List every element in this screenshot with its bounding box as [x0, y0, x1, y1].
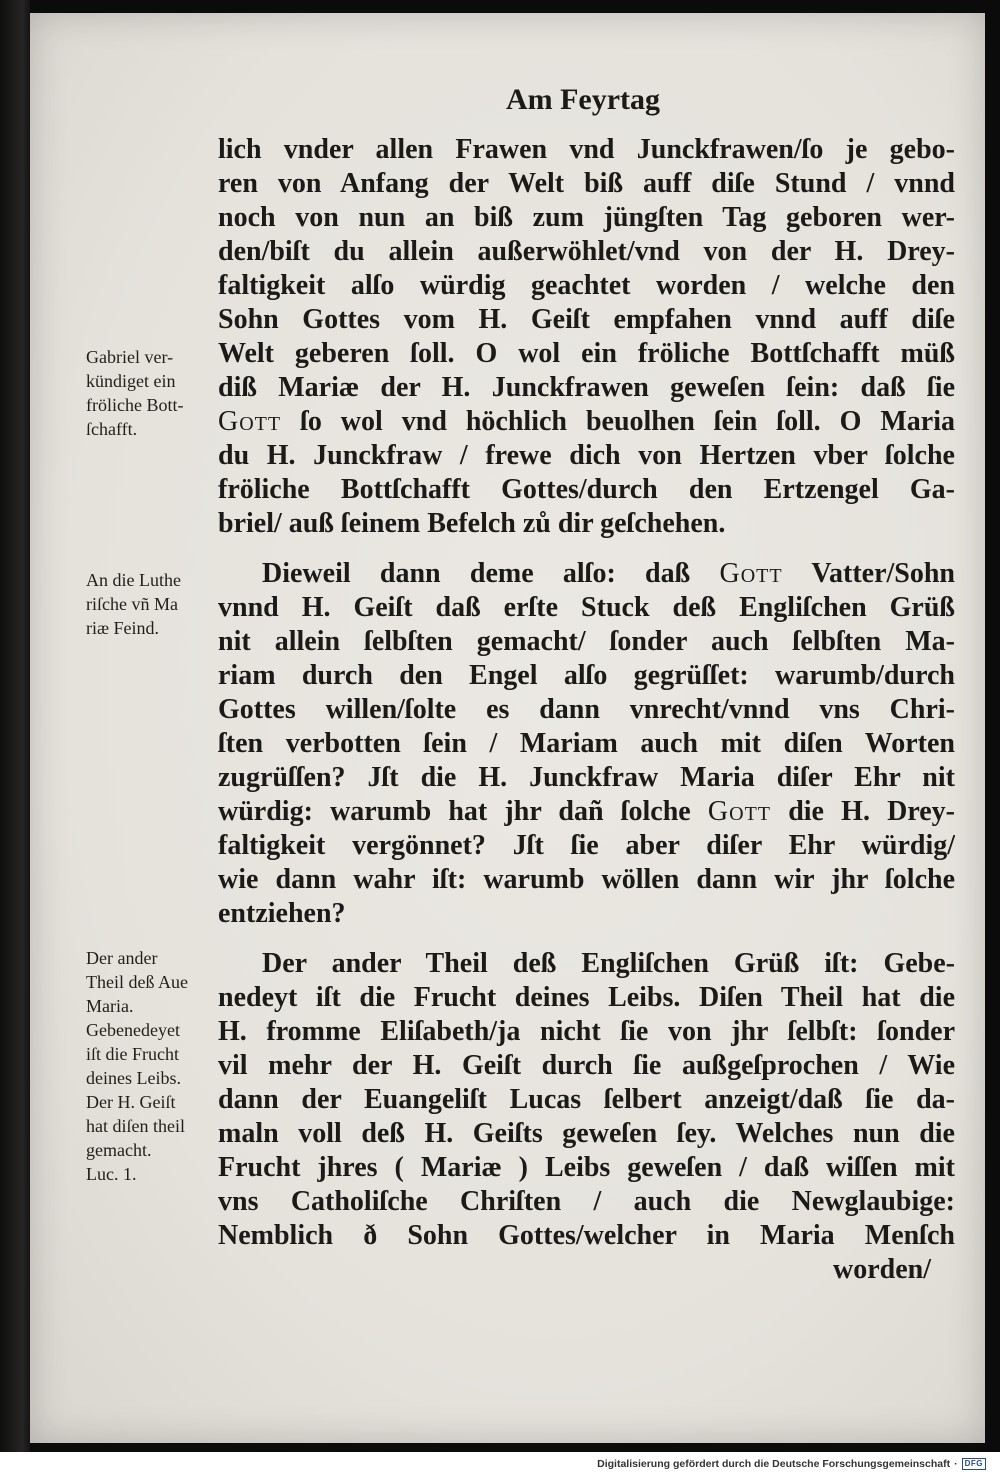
- marginal-note-line: Theil deß Aue: [86, 972, 188, 992]
- text-segment: die H. Drey-: [771, 796, 955, 827]
- text-line: Gottes willen/ſolte es dann vnrecht/vnnd vns Chri-: [218, 694, 955, 725]
- text-line: faltigkeit vergönnet? Jſt ſie aber diſer Ehr würdig/: [218, 830, 955, 861]
- marginal-note-line: Gabriel ver-: [86, 347, 174, 367]
- marginal-note: [86, 345, 211, 441]
- text-line: Welt geberen ſoll. O wol ein fröliche Bottſchafft müß: [218, 338, 955, 369]
- text-segment: Dieweil dann deme alſo: daß: [262, 558, 720, 589]
- small-caps-word: Gott: [218, 406, 282, 437]
- text-line: H. fromme Eliſabeth/ja nicht ſie von jhr ſelbſt: ſonder: [218, 1016, 955, 1047]
- text-line: zugrüſſen? Jſt die H. Junckfraw Maria diſer Ehr nit: [218, 762, 955, 793]
- small-caps-word: Gott: [707, 796, 772, 827]
- text-segment: ſo wol vnd höchlich beuolhen ſein ſoll. O Maria: [281, 406, 955, 437]
- text-line: Nemblich ð Sohn Gottes/welcher in Maria Menſch: [218, 1220, 955, 1251]
- marginal-note: [86, 946, 211, 1186]
- separator: ·: [954, 1458, 958, 1470]
- text-line: Frucht jhres ( Mariæ ) Leibs geweſen / daß wiſſen mit: [218, 1152, 955, 1183]
- marginal-note-line: kündiget ein: [86, 371, 176, 391]
- text-line: nedeyt iſt die Frucht deines Leibs. Diſen Theil hat die: [218, 982, 955, 1013]
- adjacent-page-edge: [0, 0, 30, 1452]
- text-line: ſten verbotten ſein / Mariam auch mit diſen Worten: [218, 728, 955, 759]
- text-line: nit allein ſelbſten gemacht/ ſonder auch ſelbſten Ma-: [218, 626, 955, 657]
- text-line: vnnd H. Geiſt daß erſte Stuck deß Engliſchen Grüß: [218, 592, 955, 623]
- paragraph: [218, 133, 955, 541]
- text-line: entziehen?: [218, 898, 346, 929]
- paragraph: [218, 947, 955, 1253]
- text-line: den/biſt du allein außerwöhlet/vnd von der H. Drey-: [218, 236, 955, 267]
- text-segment: würdig: warumb hat jhr dañ ſolche: [218, 796, 708, 827]
- catchword: worden/: [833, 1254, 931, 1285]
- text-line: maln voll deß H. Geiſts geweſen ſey. Welches nun die: [218, 1118, 955, 1149]
- text-line: [218, 557, 955, 591]
- text-line: briel/ auß ſeinem Befelch zů dir geſchehen.: [218, 508, 726, 539]
- running-title: Am Feyrtag: [505, 83, 661, 116]
- marginal-note-line: hat diſen theil: [86, 1116, 185, 1136]
- paragraph: [218, 557, 955, 931]
- marginal-note-line: Maria.: [86, 996, 134, 1016]
- footer-bar: [0, 1452, 1000, 1476]
- marginal-note-line: iſt die Frucht: [86, 1044, 179, 1064]
- text-line: riam durch den Engel alſo gegrüſſet: warumb/durch: [218, 660, 955, 691]
- marginal-note-line: ſchafft.: [86, 419, 138, 439]
- marginal-note-line: fröliche Bott-: [86, 395, 184, 415]
- small-caps-word: Gott: [719, 558, 783, 589]
- text-segment: Vatter/Sohn: [782, 558, 955, 589]
- marginal-note-line: gemacht.: [86, 1140, 152, 1160]
- main-text: [218, 133, 955, 1287]
- dfg-logo: DFG: [962, 1458, 986, 1470]
- text-line: noch von nun an biß zum jüngſten Tag geboren wer-: [218, 202, 955, 233]
- text-line: wie dann wahr iſt: warumb wöllen dann wir jhr ſolche: [218, 864, 955, 895]
- text-line: Der ander Theil deß Engliſchen Grüß iſt: Gebe-: [262, 948, 955, 979]
- text-line: faltigkeit alſo würdig geachtet worden / welche den: [218, 270, 955, 301]
- marginal-note-line: Der ander: [86, 948, 158, 968]
- text-line: lich vnder allen Frawen vnd Junckfrawen/ſo je gebo-: [218, 134, 955, 165]
- marginal-note-line: riæ Feind.: [86, 618, 160, 638]
- text-line: dann der Euangeliſt Lucas ſelbert anzeigt/daß ſie da-: [218, 1084, 955, 1115]
- marginal-note-line: Der H. Geiſt: [86, 1092, 176, 1112]
- marginal-note-line: Gebenedeyet: [86, 1020, 180, 1040]
- text-line: [218, 405, 955, 439]
- text-line: diß Mariæ der H. Junckfrawen geweſen ſein: daß ſie: [218, 372, 955, 403]
- marginal-note-line: An die Luthe: [86, 570, 181, 590]
- marginal-note-line: riſche vñ Ma: [86, 594, 178, 614]
- text-line: vil mehr der H. Geiſt durch ſie außgeſprochen / Wie: [218, 1050, 955, 1081]
- text-line: fröliche Bottſchafft Gottes/durch den Ertzengel Ga-: [218, 474, 955, 505]
- marginal-note-line: Luc. 1.: [86, 1164, 137, 1184]
- text-line: ren von Anfang der Welt biß auff diſe Stund / vnnd: [218, 168, 955, 199]
- text-line: du H. Junckfraw / frewe dich von Hertzen vber ſolche: [218, 440, 955, 471]
- text-line: [218, 795, 955, 829]
- marginal-note: [86, 568, 211, 640]
- text-line: vns Catholiſche Chriſten / auch die Newglaubige:: [218, 1186, 955, 1217]
- funding-notice: Digitalisierung gefördert durch die Deutsche Forschungsgemeinschaft: [597, 1458, 951, 1470]
- text-line: Sohn Gottes vom H. Geiſt empfahen vnnd auff diſe: [218, 304, 955, 335]
- marginal-note-line: deines Leibs.: [86, 1068, 181, 1088]
